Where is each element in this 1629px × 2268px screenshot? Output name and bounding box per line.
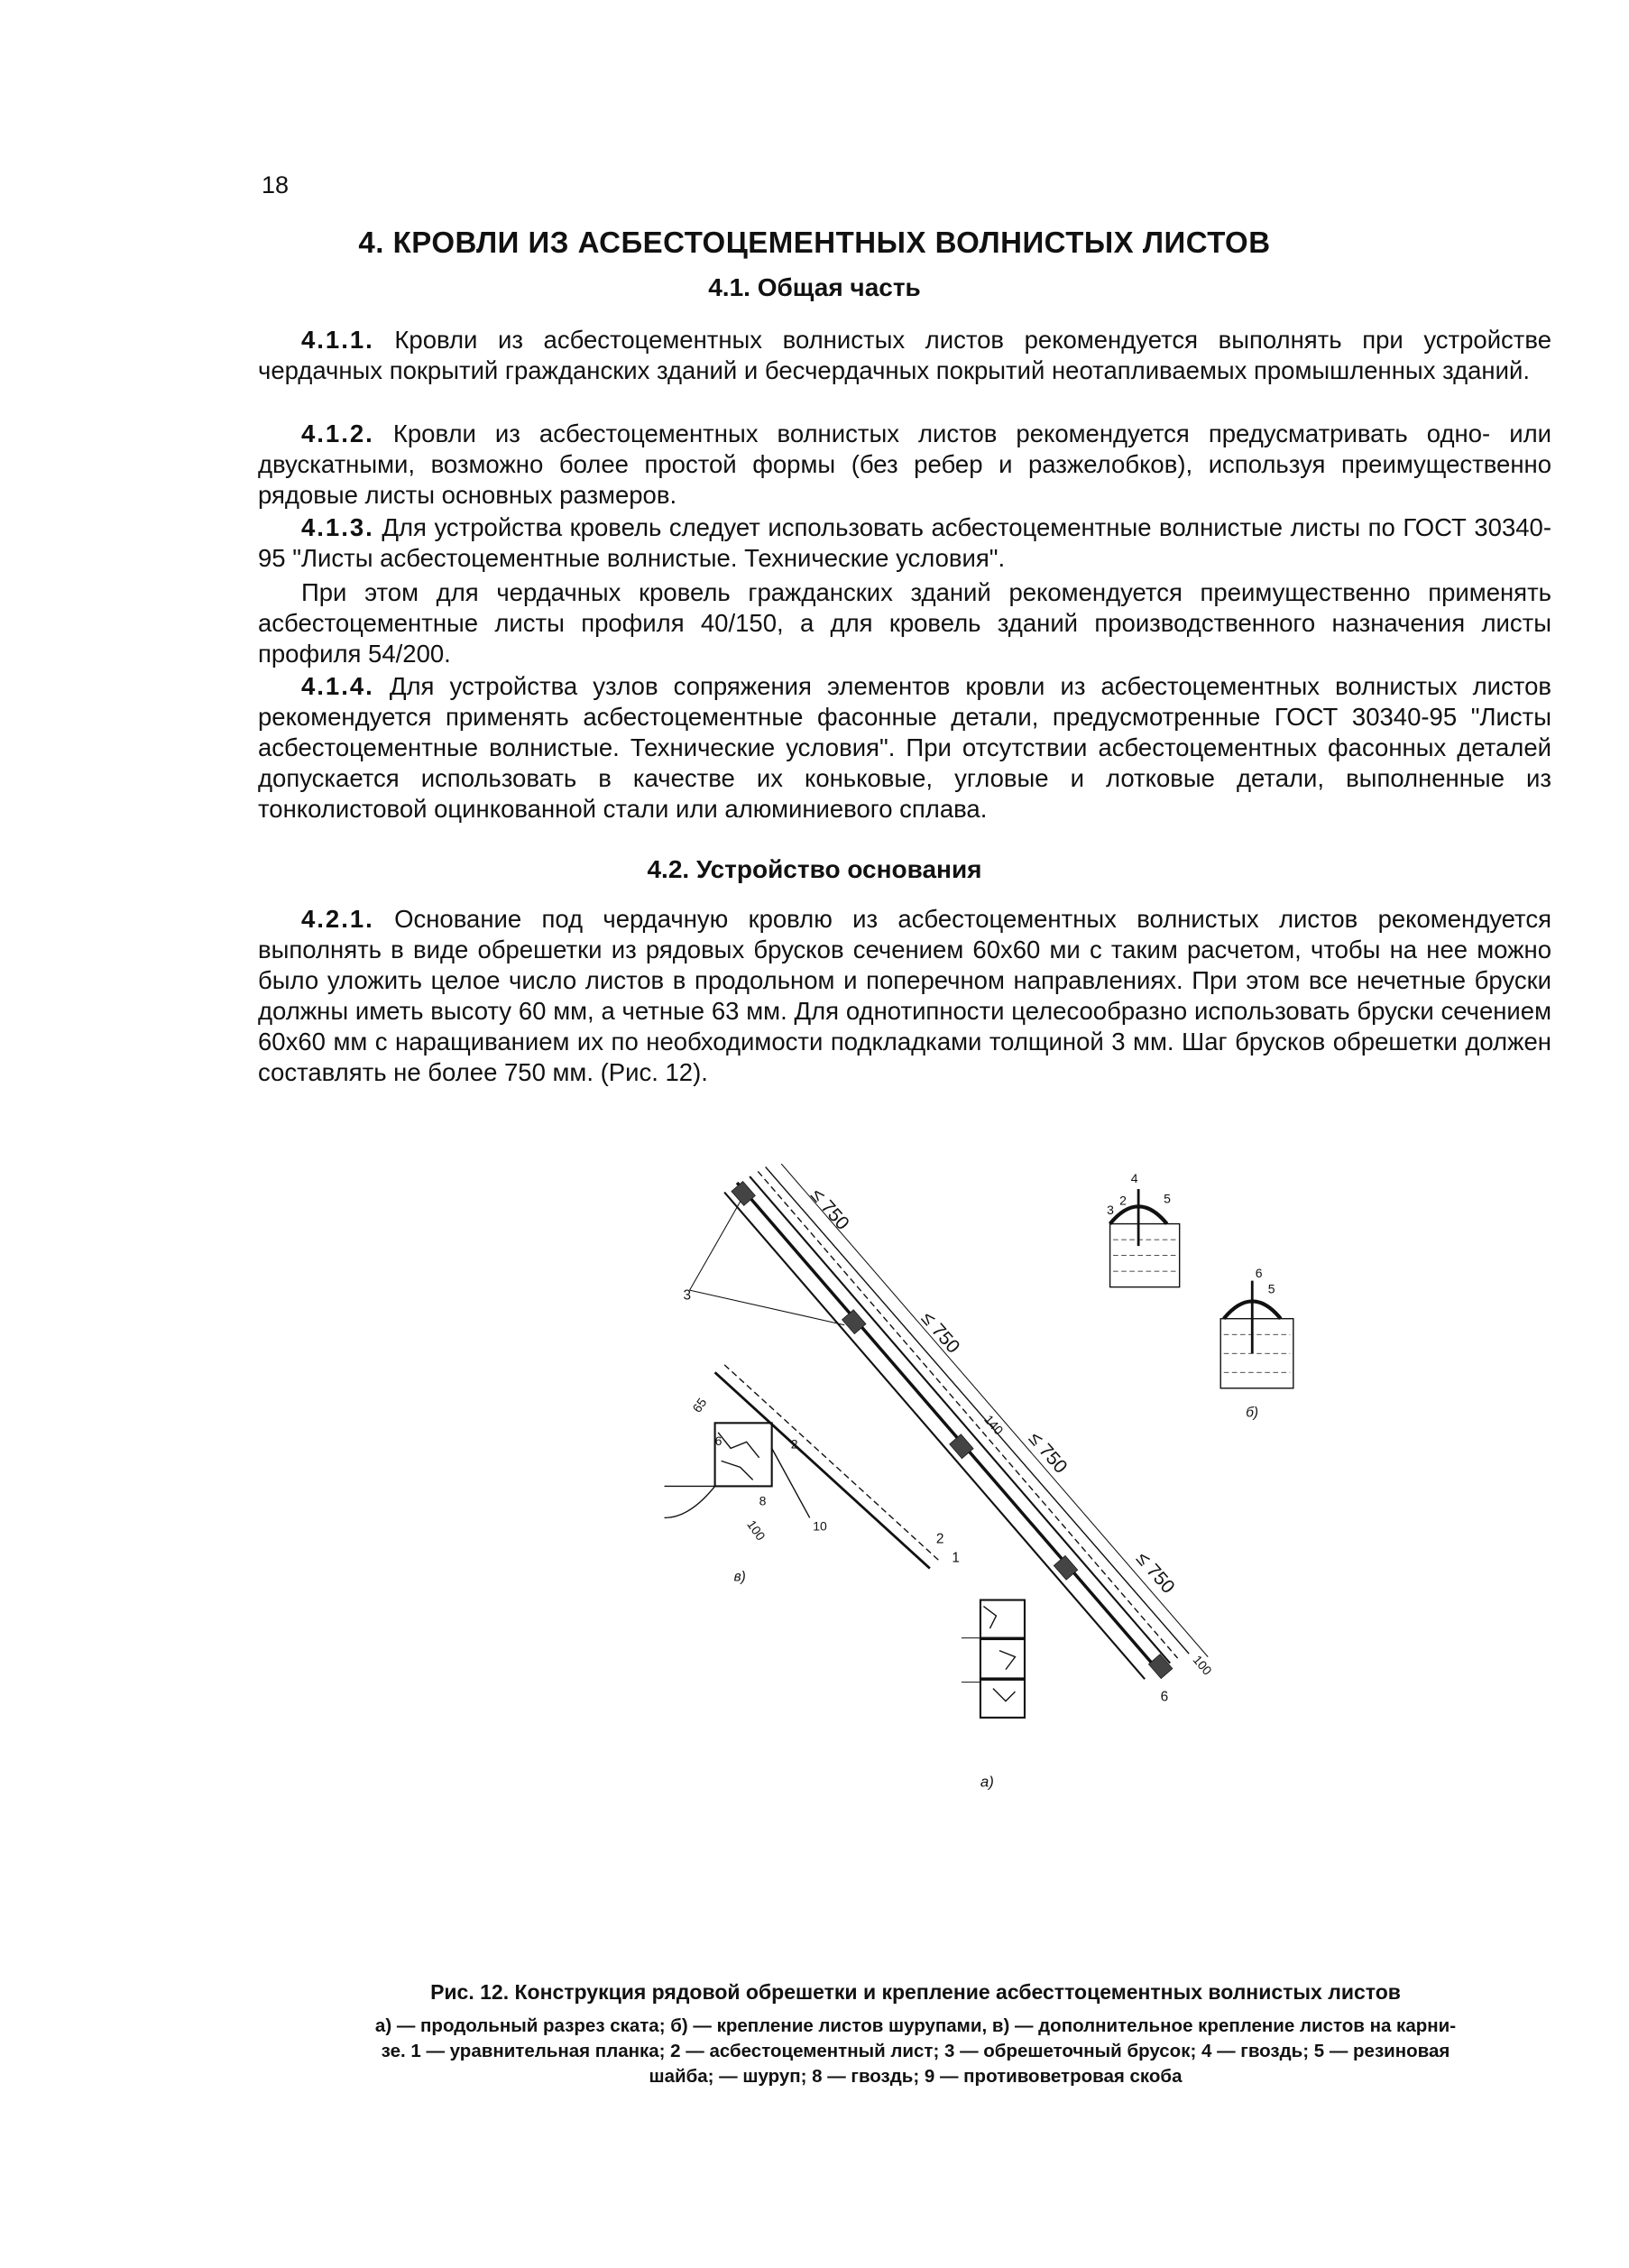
svg-text:≤ 750: ≤ 750 bbox=[916, 1307, 964, 1358]
svg-text:2: 2 bbox=[1119, 1193, 1127, 1208]
figure-caption-line-2: зе. 1 — уравнительная планка; 2 — асбестоцементный лист; 3 — обрешеточный брусок; 4 — гвоздь; 5 — резиновая bbox=[381, 2041, 1450, 2061]
subsection-title-4-2: 4.2. Устройство основания bbox=[647, 855, 982, 883]
svg-text:1: 1 bbox=[952, 1550, 960, 1566]
svg-text:8: 8 bbox=[759, 1493, 767, 1508]
svg-text:65: 65 bbox=[689, 1395, 710, 1415]
paragraph-4-1-4: 4.1.4. Для устройства узлов сопряжения элементов кровли из асбестоцементных волнистых листов рекомендуется применять асбестоцементные фасонные детали, предусмотренные ГОСТ 30340-95 "Листы асбестоцементные волнистые. Технические условия". При отсутствии асбестоцементных фасонных деталей допускается использовать в качестве их коньковые, угловые и лотковые детали, выполненные из тонколистовой оцинкованной стали или алюминиевого сплава. bbox=[258, 672, 1551, 823]
svg-text:б): б) bbox=[1246, 1405, 1259, 1421]
svg-text:5: 5 bbox=[1164, 1191, 1171, 1206]
paragraph-4-1-3-cont: При этом для чердачных кровель гражданских зданий рекомендуется преимущественно применять асбестоцементные листы профиля 40/150, а для кровель зданий производственного назначения листы профиля 54/200. bbox=[258, 578, 1551, 668]
slope-dimensions bbox=[684, 1185, 1215, 1790]
svg-text:2: 2 bbox=[790, 1436, 798, 1452]
svg-text:2: 2 bbox=[935, 1531, 944, 1547]
section-title: 4. КРОВЛИ ИЗ АСБЕСТОЦЕМЕНТНЫХ ВОЛНИСТЫХ ЛИСТОВ bbox=[358, 226, 1271, 259]
subsection-title-4-1: 4.1. Общая часть bbox=[708, 273, 921, 301]
svg-text:4: 4 bbox=[1130, 1171, 1138, 1186]
figure-caption-line-3: шайба; — шуруп; 8 — гвоздь; 9 — противоветровая скоба bbox=[649, 2066, 1183, 2087]
figure-12-drawing bbox=[505, 1164, 1569, 1967]
svg-text:3: 3 bbox=[683, 1287, 692, 1304]
paragraph-4-1-1: 4.1.1. Кровли из асбестоцементных волнистых листов рекомендуется выполнять при устройстве чердачных покрытий гражданских зданий и бесчердачных покрытий неотапливаемых промышленных зданий. bbox=[258, 326, 1551, 384]
figure-caption-title: Рис. 12. Конструкция рядовой обрешетки и крепление асбесттоцементных волнистых листов bbox=[430, 1980, 1401, 2004]
page-number: 18 bbox=[262, 171, 290, 198]
screw-fixing-detail-2 bbox=[1220, 1281, 1293, 1388]
screw-fixing-detail-2-labels bbox=[1246, 1266, 1275, 1420]
svg-text:≤ 750: ≤ 750 bbox=[805, 1185, 853, 1234]
svg-text:6: 6 bbox=[1160, 1689, 1169, 1705]
svg-text:в): в) bbox=[733, 1569, 746, 1585]
svg-text:6: 6 bbox=[714, 1433, 722, 1448]
paragraph-4-1-2: 4.1.2. Кровли из асбестоцементных волнистых листов рекомендуется предусматривать одно- или двускатными, возможно более простой формы (без ребер и разжелобков), используя преимущественно рядовые листы основных размеров. bbox=[258, 419, 1551, 509]
svg-text:≤ 750: ≤ 750 bbox=[1131, 1548, 1179, 1598]
svg-text:10: 10 bbox=[813, 1518, 827, 1534]
svg-text:100: 100 bbox=[1190, 1652, 1215, 1678]
paragraph-4-1-3: 4.1.3. Для устройства кровель следует использовать асбестоцементные волнистые листы по ГОСТ 30340-95 "Листы асбестоцементные волнистые. Технические условия". bbox=[258, 513, 1551, 572]
eave-fixing-detail bbox=[665, 1365, 940, 1569]
slope-section bbox=[690, 1164, 1209, 1718]
svg-text:6: 6 bbox=[1255, 1266, 1263, 1281]
figure-caption-line-1: а) — продольный разрез ската; б) — крепление листов шурупами, в) — дополнительное крепление листов на карни- bbox=[374, 2015, 1457, 2036]
svg-text:5: 5 bbox=[1267, 1281, 1275, 1296]
svg-text:140: 140 bbox=[981, 1412, 1007, 1438]
svg-text:≤ 750: ≤ 750 bbox=[1024, 1428, 1072, 1478]
svg-text:100: 100 bbox=[744, 1517, 768, 1544]
svg-text:3: 3 bbox=[1107, 1203, 1114, 1218]
svg-text:а): а) bbox=[980, 1773, 994, 1791]
paragraph-4-2-1: 4.2.1. Основание под чердачную кровлю из асбестоцементных волнистых листов рекомендуется выполнять в виде обрешетки из рядовых брусков сечением 60х60 ми с таким расчетом, чтобы на нее можно было уложить целое число листов в продольном и поперечном направлениях. При этом все нечетные бруски должны иметь высоту 60 мм, а четные 63 мм. Для однотипности целесообразно использовать бруски сечением 60х60 мм с наращиванием их по необходимости подкладками толщиной 3 мм. Шаг брусков обрешетки должен составлять не более 750 мм. (Рис. 12). bbox=[258, 905, 1551, 1086]
